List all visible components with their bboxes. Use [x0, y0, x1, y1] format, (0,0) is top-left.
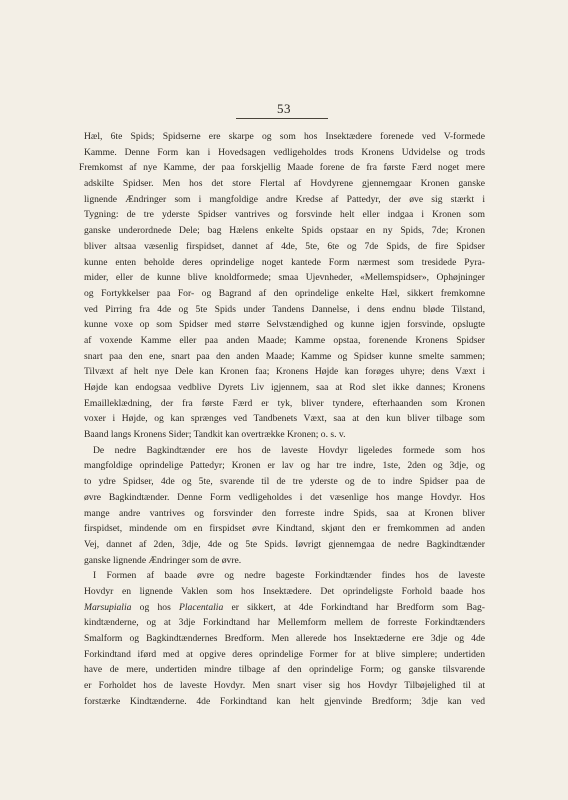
text-line: af voxende Kamme eller paa anden Maade; Kamme opstaa, forenende Kronens Spidser: [84, 334, 485, 346]
text-line: Smalform og Bagkindtændernes Bredform. Men allerede hos Insektæderne ere 3dje og 4de: [84, 633, 485, 644]
text-line: mangfoldige oprindelige Pattedyr; Kronen er lav og har tre indre, 1ste, 2den og 3dje, og: [84, 460, 485, 472]
text-line: forstærke Kindtænderne. 4de Forkindtand kan helt gjenvinde Bredform; 3dje kan ved: [84, 695, 485, 707]
text-line: Hovdyr en lignende Vaklen som hos Insektædere. Det oprindeligste Forhold baade hos: [84, 585, 485, 597]
text-line: voxer i Højde, og kan sprænges ved Tandbenets Væxt, saa at den kun bliver tilbage som: [84, 413, 485, 425]
text-line: lignende Ændringer som i mangfoldige andre Kredse af Pattedyr, der øve sig stærkt i: [84, 193, 485, 205]
text-line: Fremkomst af nye Kamme, der paa forskjellig Maade forene de fra første Færd noget mere: [79, 162, 485, 174]
text-line: to ydre Spidser, 4de og 5te, svarende til de tre yderste og de to indre Spidser paa de: [84, 476, 485, 488]
text-line: Højde kan endogsaa vedblive Dyrets Liv igjennem, saa at Rod slet ikke dannes; Kronens: [84, 382, 485, 393]
taxon-name: Marsupialia: [84, 601, 132, 613]
text-line: Forkindtand iførd med at opgive deres oprindelige Former for at blive simplere; undertiden: [84, 648, 485, 660]
text-line: mange andre vantrives og forsvinder den forreste indre Spids, saa at Kronen bliver: [84, 507, 485, 519]
text-line: Kamme. Denne Form kan i Hovedsagen vedligeholdes trods Kronens Udvidelse og trods: [84, 146, 485, 158]
text-line: have de mere, undertiden mindre tilbage af den oprindelige Form; og ganske tilsvarende: [84, 664, 485, 676]
text-line: ganske underordnede Dele; bag Hælens enkelte Spids opstaar en ny Spids, 7de; Kronen: [84, 225, 485, 237]
text-line: I Formen af baade øvre og nedre bageste Forkindtænder findes hos de laveste: [93, 570, 485, 582]
text-line: kunne voxe op som Spidser med større Selvstændighed og kunne igjen forsvinde, opslugte: [84, 319, 485, 331]
taxon-name: Placentalia: [179, 601, 224, 613]
text-line: ganske lignende Ændringer som de øvre.: [84, 554, 242, 566]
page-number: 53: [277, 101, 291, 116]
text-line: Baand langs Kronens Sider; Tandkit kan overtrække Kronen; o. s. v.: [84, 429, 346, 441]
text-line: firspidset, mindende om en firspidset øvre Kindtand, skjønt den er fremkommen ad anden: [84, 523, 485, 535]
text-line: Hæl, 6te Spids; Spidserne ere skarpe og som hos Insektædere forenede ved V-formede: [84, 131, 485, 142]
text-line: Marsupialia og hos Placentalia er sikkert, at 4de Forkindtand har Bredform som Bag-: [84, 601, 485, 613]
text-line: ved Pirring fra 4de og 5te Spids under Tandens Dannelse, i dens endnu bløde Tilstand,: [84, 303, 485, 315]
text-line: kunne enten beholde deres oprindelige noget kantede Form nærmest som tresidede Pyra-: [84, 256, 485, 268]
text-line: mider, eller de kunne blive knoldformede; smaa Ujevnheder, «Mellemspidser», Ophøjninger: [84, 272, 485, 284]
text-line: øvre Bagkindtænder. Denne Form vedligeholdes i det væsenlige hos mange Hovdyr. Hos: [84, 491, 485, 503]
text-line: Vej, dannet af 2den, 3dje, 4de og 5te Spids. Iøvrigt gjennemgaa de nedre Bagkindtænder: [84, 538, 485, 550]
body-text: [79, 129, 485, 709]
text-line: De nedre Bagkindtænder ere hos de laveste Hovdyr ligeledes formede som hos: [93, 444, 485, 456]
text-line: Emailleklædning, der fra første Færd er tyk, bliver tyndere, efterhaanden som Kronen: [84, 397, 485, 409]
text-line: er Forholdet hos de laveste Hovdyr. Men snart viser sig hos Hovdyr Tilbøjelighed til at: [84, 680, 485, 692]
text-line: bliver altsaa væsenlig firspidset, dannet af 4de, 5te, 6te og 7de Spids, de fire Spidser: [84, 240, 485, 252]
text-line: snart paa den ene, snart paa den anden Maade; Kamme og Spidser kunne smelte sammen;: [84, 350, 485, 362]
text-line: kindtænderne, og at 3dje Forkindtand har Mellemform mellem de forreste Forkindtænders: [84, 617, 485, 629]
page-number-rule: [236, 118, 328, 119]
text-line: og Fortykkelser paa For- og Bagrand af den oprindelige enkelte Hæl, sikkert fremkomne: [84, 287, 485, 299]
text-line: adskilte Spidser. Men hos det store Flertal af Hovdyrene gjennemgaar Kronen ganske: [84, 178, 485, 190]
text-line: Tilvæxt af helt nye Dele kan Kronen faa; Kronens Højde kan forøges uhyre; dens Væxt i: [84, 366, 485, 378]
text-line: Tygning: de tre yderste Spidser vantrives og forsvinde helt eller indgaa i Kronen som: [84, 209, 485, 221]
